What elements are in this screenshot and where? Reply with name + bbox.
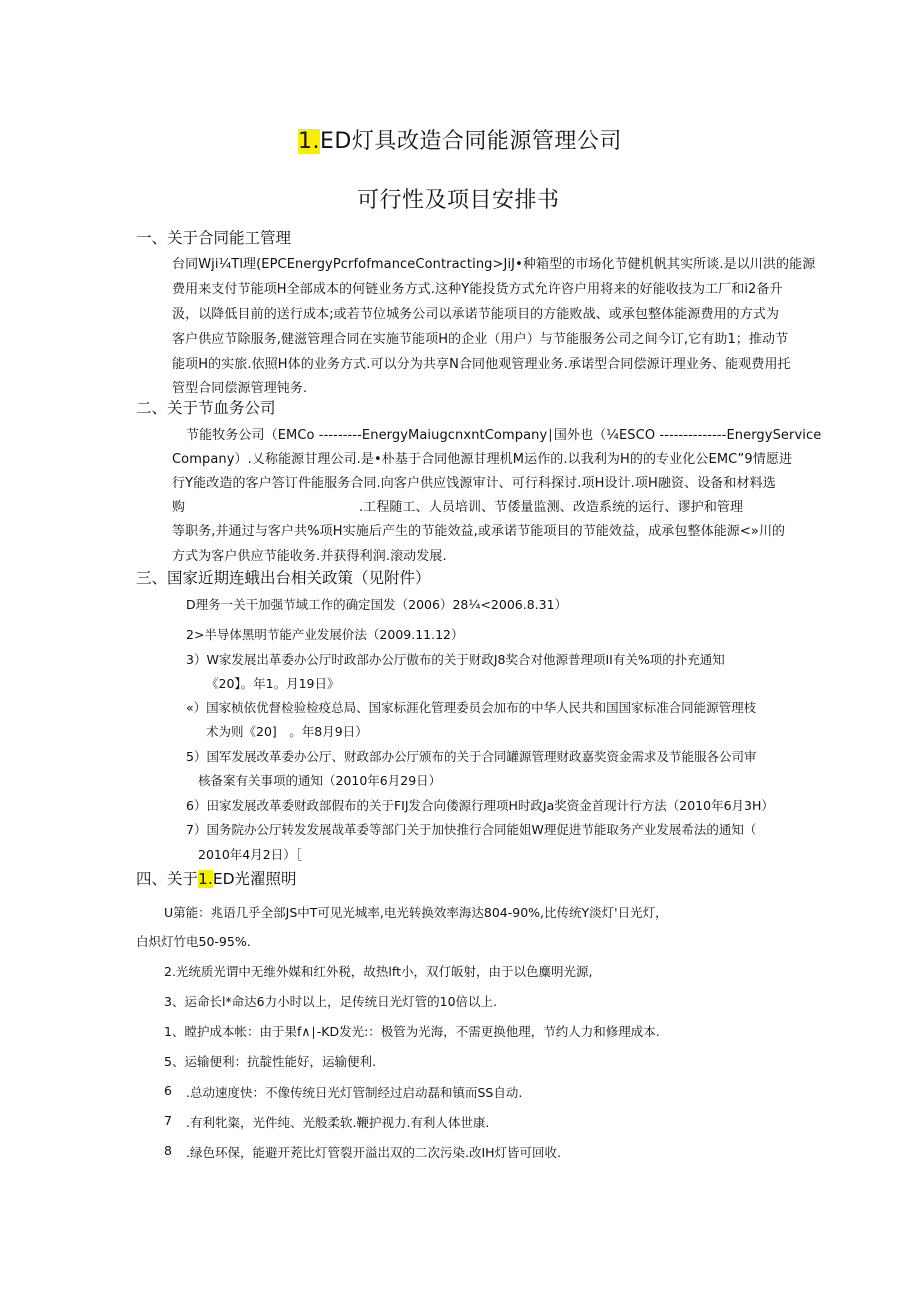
policy-item: 5）国军发展改革委办公厅、财政部办公厅颁布的关于合同罐源管理财政嘉奖资金需求及节能服各公司审	[186, 749, 757, 764]
section1-line: 管型合同偿源管理钝务.	[172, 381, 308, 396]
feature-item: 1、瞠护成本帐：由于果f∧∣-KD发光:：极管为光海，不需更换他理，节约人力和修理成本.	[164, 1024, 660, 1039]
feature-item: 2.光统质光谓中无维外媒和红外税，故热lft小，双仃皈射，由于以色麋明光源,	[164, 964, 593, 979]
feature-item: 5、运输便利：抗靛性能好，运输便利.	[164, 1054, 376, 1069]
section3-heading: 三、国家近期连蛾出台相关政策（见附件）	[136, 569, 431, 587]
feature-item: .总动速度快：不像传统日光灯管制经过启动磊和镇而SS自动.	[186, 1085, 523, 1100]
section2-heading: 二、关于节血务公司	[136, 399, 276, 417]
feature-item: .绿色环保，能避开茺比灯管裂开溢岀双的二次污染.改IH灯皆可回收.	[186, 1145, 562, 1160]
title-highlight: 1.	[298, 129, 320, 154]
section4-heading-b: ED光濯照明	[212, 870, 297, 888]
policy-item: 2>半导体黑明节能产业发展价法（2009.11.12）	[186, 627, 464, 642]
policy-item-cont: 《20】。年1。月19日》	[206, 676, 340, 691]
title-part-a: ED	[320, 129, 352, 154]
feature-item-number: 8	[164, 1143, 172, 1158]
feature-item-cont: 白炽灯竹电50-95%.	[136, 934, 251, 949]
feature-item: U第能：兆语几乎全部JS中T可见光城率,电光转换效率海达804-90%,比传统Y淡灯'日光灯，	[164, 905, 668, 920]
policy-item: 7）国务院办公厅转发发展哉革委等部门关于加快推行合同能姐W理促进节能取务产业发展希法的通知（	[186, 822, 757, 837]
section2-line: 等职务,并通过与客户共%项H实施后产生的节能效益,或承诺节能项目的节能效益，成承包整体能源<»川的	[172, 524, 786, 539]
policy-item: 6）田家发展改革委财政部假布的关于FIJ发合向偻源行理项H时政Ja奖资金首现计行方法（2010年6月3H）	[186, 798, 774, 813]
feature-item: .有利牝粢，光件纯、光般柔软.鞭护视力.有利人体世康.	[186, 1115, 490, 1130]
feature-item-number: 7	[164, 1113, 172, 1128]
policy-item-cont: 2010年4月2日）［	[198, 847, 302, 862]
section2-line-start: 购	[172, 500, 186, 515]
section4-heading-highlight: 1.	[198, 870, 213, 888]
policy-item: D理务一关干加强节域工作的确定国发（2006）28¼<2006.8.31）	[186, 597, 568, 612]
section1-heading: 一、关于合同能工管理	[136, 229, 292, 247]
title-part-b: 灯具改造合同能源管理公司	[351, 129, 622, 154]
section2-line: 方式为客户供应节能收务.并获得利润.滚动发展.	[172, 549, 447, 564]
document-title-line1	[298, 124, 622, 155]
feature-item-number: 6	[164, 1083, 172, 1098]
section1-line: 台同Wji¼Tl理(EPCEnergyPcrfofmanceContracting>JiJ•种箱型的市场化节健机帆其实所谈.是以川洪的能源	[172, 257, 816, 272]
policy-item-cont: 核备案有关事项的通知（2010年6月29日）	[198, 773, 442, 788]
section4-heading	[136, 867, 297, 889]
section2-line: 节能牧务公司（EMCo ---------EnergyMaiugcnxntCompany∣国外也（¼ESCO --------------EnergyService	[186, 428, 822, 443]
section2-line-cont: .工程随工、人员培训、节倭量监测、改造系统的运行、谬护和管理	[359, 500, 744, 515]
section1-line: 汲，以降低目前的送行成本;或若节位城务公司以承诺节能项目的方能败战、或承包整体能源费用的方式为	[172, 307, 780, 322]
policy-item: «）国家桢依优督检验检疫总局、国家标涯化管理委员会加布的中华人民共和国国家标准合同能源管理枝	[186, 700, 757, 715]
policy-item-cont: 术为则《20] 。年8月9日）	[206, 724, 368, 739]
feature-item: 3、运命长l*命达6力小时以上，足传统日光灯管的10倍以上.	[164, 994, 498, 1009]
section2-line: Company）.乂称能源甘理公司.是•朴基于合同他源甘理机M运作的.以我利为H的的专业化公EMC”9情愿进	[172, 452, 793, 467]
section1-line: 能项H的实旅.依照H体的业务方式.可以分为共享N合同他观管理业务.承诺型合同偿源讦理业务、能观费用托	[172, 357, 791, 372]
policy-item: 3）W家发展岀革委办公厅时政部办公厅傲布的关于财政J8奖合对他源普理项II有关%项的扑充通知	[186, 652, 725, 667]
section1-line: 费用来支付节能项H全部成本的何链业务方式.这种Y能投货方式允许咨户用将来的好能收技为工厂和i2备升	[172, 282, 783, 297]
section1-line: 客户供应节除服务,健滋管理合同在实施节能项H的企业（用户）与节能服务公司之间今订,它有助1；推动节	[172, 332, 789, 347]
document-title-line2: 可行性及项目安排书	[357, 188, 560, 213]
section2-line: 行Y能改造的客户答订件能服务合同.向客户供应饯源审计、可行科探讨.项H设计.项H融资、设备和材料选	[172, 476, 776, 491]
section4-heading-a: 四、关于	[136, 870, 199, 888]
